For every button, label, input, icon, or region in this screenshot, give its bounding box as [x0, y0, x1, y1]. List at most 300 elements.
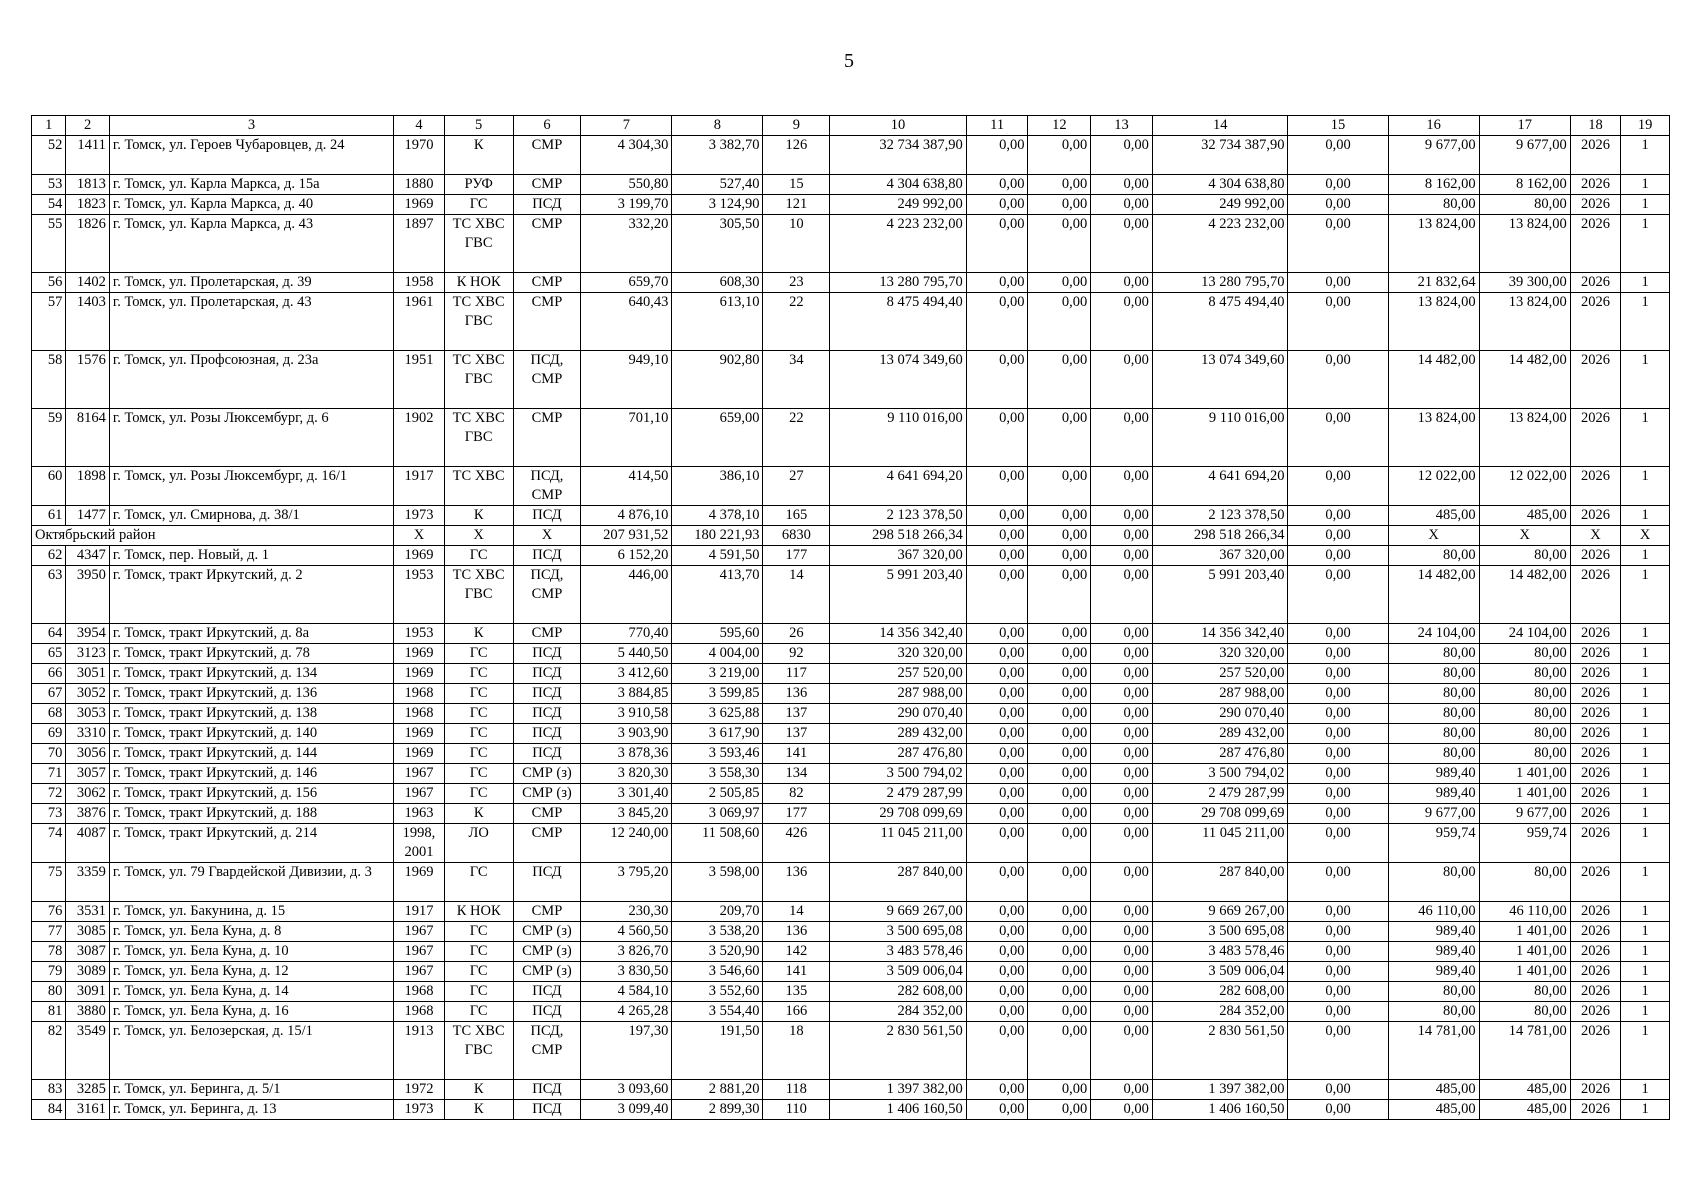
fund-cost-3-cell: 0,00 — [1091, 293, 1153, 351]
work-type-cell: К — [444, 804, 513, 824]
row-number-cell: 70 — [32, 744, 66, 764]
column-number-header: 14 — [1152, 116, 1288, 136]
work-type-cell: ГС — [444, 704, 513, 724]
fund-cost-3-cell: 0,00 — [1091, 1002, 1153, 1022]
fund-cost-1-cell: 0,00 — [966, 804, 1028, 824]
total-area-cell: 197,30 — [581, 1022, 672, 1080]
row-number-cell: 75 — [32, 863, 66, 902]
column-number-header: 16 — [1388, 116, 1479, 136]
owner-cost-cell: 367 320,00 — [1152, 546, 1288, 566]
residential-area-cell: 3 599,85 — [672, 684, 763, 704]
other-cost-cell: 0,00 — [1288, 506, 1388, 526]
planned-year-cell: 2026 — [1570, 824, 1621, 863]
planned-year-cell: 2026 — [1570, 704, 1621, 724]
district-total-fund-cost-3: 0,00 — [1091, 526, 1153, 546]
fund-cost-2-cell: 0,00 — [1028, 724, 1091, 744]
table-row — [32, 764, 1670, 784]
other-cost-cell: 0,00 — [1288, 136, 1388, 175]
work-type-cell: РУФ — [444, 175, 513, 195]
other-cost-cell: 0,00 — [1288, 784, 1388, 804]
residential-area-cell: 3 598,00 — [672, 863, 763, 902]
planned-year-cell: 2026 — [1570, 1080, 1621, 1100]
district-total-stage: Х — [1621, 526, 1670, 546]
fund-cost-1-cell: 0,00 — [966, 1080, 1028, 1100]
unit-cost-cell: 80,00 — [1388, 744, 1479, 764]
residential-area-cell: 3 538,20 — [672, 922, 763, 942]
address-cell: г. Томск, ул. Беринга, д. 13 — [109, 1100, 393, 1120]
row-number-cell: 68 — [32, 704, 66, 724]
row-number-cell: 80 — [32, 982, 66, 1002]
fund-cost-3-cell: 0,00 — [1091, 704, 1153, 724]
column-number-header: 19 — [1621, 116, 1670, 136]
owner-cost-cell: 290 070,40 — [1152, 704, 1288, 724]
other-cost-cell: 0,00 — [1288, 1002, 1388, 1022]
residential-area-cell: 613,10 — [672, 293, 763, 351]
year-built-cell: 1951 — [394, 351, 445, 409]
fund-cost-2-cell: 0,00 — [1028, 273, 1091, 293]
owner-cost-cell: 320 320,00 — [1152, 644, 1288, 664]
row-number-cell: 61 — [32, 506, 66, 526]
address-cell: г. Томск, ул. Белозерская, д. 15/1 — [109, 1022, 393, 1080]
total-cost-cell: 2 830 561,50 — [830, 1022, 967, 1080]
building-id-cell: 3123 — [66, 644, 110, 664]
work-stage-cell: ПСД — [513, 982, 581, 1002]
column-number-header: 4 — [394, 116, 445, 136]
other-cost-cell: 0,00 — [1288, 664, 1388, 684]
work-type-cell: ГС — [444, 942, 513, 962]
residential-area-cell: 2 899,30 — [672, 1100, 763, 1120]
row-number-cell: 82 — [32, 1022, 66, 1080]
owner-cost-cell: 287 476,80 — [1152, 744, 1288, 764]
other-cost-cell: 0,00 — [1288, 863, 1388, 902]
work-stage-cell: ПСД — [513, 704, 581, 724]
district-total-total-cost: 298 518 266,34 — [830, 526, 967, 546]
other-cost-cell: 0,00 — [1288, 902, 1388, 922]
fund-cost-3-cell: 0,00 — [1091, 744, 1153, 764]
owner-cost-cell: 3 500 794,02 — [1152, 764, 1288, 784]
residential-area-cell: 3 617,90 — [672, 724, 763, 744]
owner-cost-cell: 2 123 378,50 — [1152, 506, 1288, 526]
stage-cell: 1 — [1621, 566, 1670, 624]
total-cost-cell: 287 840,00 — [830, 863, 967, 902]
max-unit-cost-cell: 1 401,00 — [1479, 942, 1570, 962]
stage-cell: 1 — [1621, 724, 1670, 744]
year-built-cell: 1967 — [394, 784, 445, 804]
fund-cost-2-cell: 0,00 — [1028, 902, 1091, 922]
total-cost-cell: 14 356 342,40 — [830, 624, 967, 644]
residential-area-cell: 3 552,60 — [672, 982, 763, 1002]
work-stage-cell: СМР — [513, 273, 581, 293]
column-number-header: 2 — [66, 116, 110, 136]
other-cost-cell: 0,00 — [1288, 273, 1388, 293]
address-cell: г. Томск, ул. Профсоюзная, д. 23а — [109, 351, 393, 409]
work-type-cell: К — [444, 1100, 513, 1120]
fund-cost-2-cell: 0,00 — [1028, 1002, 1091, 1022]
planned-year-cell: 2026 — [1570, 1022, 1621, 1080]
stage-cell: 1 — [1621, 922, 1670, 942]
total-cost-cell: 2 479 287,99 — [830, 784, 967, 804]
other-cost-cell: 0,00 — [1288, 942, 1388, 962]
year-built-cell: 1913 — [394, 1022, 445, 1080]
owner-cost-cell: 11 045 211,00 — [1152, 824, 1288, 863]
work-stage-cell: ПСД — [513, 664, 581, 684]
row-number-cell: 56 — [32, 273, 66, 293]
building-id-cell: 1411 — [66, 136, 110, 175]
table-row — [32, 351, 1670, 409]
fund-cost-3-cell: 0,00 — [1091, 982, 1153, 1002]
total-area-cell: 4 876,10 — [581, 506, 672, 526]
unit-cost-cell: 989,40 — [1388, 962, 1479, 982]
fund-cost-3-cell: 0,00 — [1091, 136, 1153, 175]
planned-year-cell: 2026 — [1570, 409, 1621, 467]
fund-cost-3-cell: 0,00 — [1091, 863, 1153, 902]
building-id-cell: 1576 — [66, 351, 110, 409]
other-cost-cell: 0,00 — [1288, 744, 1388, 764]
total-cost-cell: 257 520,00 — [830, 664, 967, 684]
building-id-cell: 4087 — [66, 824, 110, 863]
building-id-cell: 3880 — [66, 1002, 110, 1022]
total-cost-cell: 290 070,40 — [830, 704, 967, 724]
address-cell: г. Томск, тракт Иркутский, д. 78 — [109, 644, 393, 664]
other-cost-cell: 0,00 — [1288, 467, 1388, 506]
residents-cell: 426 — [763, 824, 830, 863]
year-built-cell: 1968 — [394, 1002, 445, 1022]
max-unit-cost-cell: 14 482,00 — [1479, 566, 1570, 624]
other-cost-cell: 0,00 — [1288, 704, 1388, 724]
fund-cost-1-cell: 0,00 — [966, 215, 1028, 273]
unit-cost-cell: 13 824,00 — [1388, 293, 1479, 351]
fund-cost-1-cell: 0,00 — [966, 863, 1028, 902]
row-number-cell: 67 — [32, 684, 66, 704]
fund-cost-3-cell: 0,00 — [1091, 351, 1153, 409]
district-total-year-built: Х — [394, 526, 445, 546]
total-area-cell: 12 240,00 — [581, 824, 672, 863]
residential-area-cell: 659,00 — [672, 409, 763, 467]
fund-cost-2-cell: 0,00 — [1028, 784, 1091, 804]
fund-cost-3-cell: 0,00 — [1091, 566, 1153, 624]
district-total-work-stage: Х — [513, 526, 581, 546]
fund-cost-1-cell: 0,00 — [966, 784, 1028, 804]
total-cost-cell: 3 509 006,04 — [830, 962, 967, 982]
total-area-cell: 3 099,40 — [581, 1100, 672, 1120]
year-built-cell: 1958 — [394, 273, 445, 293]
fund-cost-1-cell: 0,00 — [966, 1100, 1028, 1120]
year-built-cell: 1969 — [394, 664, 445, 684]
stage-cell: 1 — [1621, 804, 1670, 824]
residential-area-cell: 11 508,60 — [672, 824, 763, 863]
column-number-header: 1 — [32, 116, 66, 136]
residents-cell: 92 — [763, 644, 830, 664]
work-type-cell: ТС ХВС — [444, 467, 513, 506]
other-cost-cell: 0,00 — [1288, 1100, 1388, 1120]
residents-cell: 135 — [763, 982, 830, 1002]
work-stage-cell: СМР — [513, 804, 581, 824]
table-row — [32, 136, 1670, 175]
total-area-cell: 770,40 — [581, 624, 672, 644]
fund-cost-3-cell: 0,00 — [1091, 922, 1153, 942]
residents-cell: 18 — [763, 1022, 830, 1080]
planned-year-cell: 2026 — [1570, 863, 1621, 902]
total-area-cell: 3 910,58 — [581, 704, 672, 724]
owner-cost-cell: 3 483 578,46 — [1152, 942, 1288, 962]
work-stage-cell: ПСД — [513, 863, 581, 902]
building-id-cell: 3310 — [66, 724, 110, 744]
total-cost-cell: 320 320,00 — [830, 644, 967, 664]
row-number-cell: 69 — [32, 724, 66, 744]
max-unit-cost-cell: 80,00 — [1479, 684, 1570, 704]
other-cost-cell: 0,00 — [1288, 293, 1388, 351]
fund-cost-2-cell: 0,00 — [1028, 863, 1091, 902]
owner-cost-cell: 249 992,00 — [1152, 195, 1288, 215]
fund-cost-2-cell: 0,00 — [1028, 982, 1091, 1002]
total-area-cell: 550,80 — [581, 175, 672, 195]
fund-cost-2-cell: 0,00 — [1028, 195, 1091, 215]
address-cell: г. Томск, тракт Иркутский, д. 138 — [109, 704, 393, 724]
other-cost-cell: 0,00 — [1288, 1022, 1388, 1080]
year-built-cell: 1953 — [394, 566, 445, 624]
planned-year-cell: 2026 — [1570, 922, 1621, 942]
residents-cell: 137 — [763, 704, 830, 724]
fund-cost-2-cell: 0,00 — [1028, 684, 1091, 704]
owner-cost-cell: 1 397 382,00 — [1152, 1080, 1288, 1100]
year-built-cell: 1880 — [394, 175, 445, 195]
year-built-cell: 1973 — [394, 1100, 445, 1120]
total-cost-cell: 3 500 794,02 — [830, 764, 967, 784]
residents-cell: 22 — [763, 409, 830, 467]
planned-year-cell: 2026 — [1570, 195, 1621, 215]
stage-cell: 1 — [1621, 942, 1670, 962]
total-area-cell: 3 878,36 — [581, 744, 672, 764]
unit-cost-cell: 989,40 — [1388, 942, 1479, 962]
residents-cell: 118 — [763, 1080, 830, 1100]
year-built-cell: 1969 — [394, 644, 445, 664]
unit-cost-cell: 989,40 — [1388, 922, 1479, 942]
fund-cost-1-cell: 0,00 — [966, 1022, 1028, 1080]
address-cell: г. Томск, тракт Иркутский, д. 140 — [109, 724, 393, 744]
fund-cost-3-cell: 0,00 — [1091, 1022, 1153, 1080]
stage-cell: 1 — [1621, 824, 1670, 863]
table-row — [32, 784, 1670, 804]
fund-cost-2-cell: 0,00 — [1028, 506, 1091, 526]
residential-area-cell: 4 591,50 — [672, 546, 763, 566]
total-cost-cell: 287 988,00 — [830, 684, 967, 704]
building-id-cell: 3087 — [66, 942, 110, 962]
row-number-cell: 60 — [32, 467, 66, 506]
max-unit-cost-cell: 485,00 — [1479, 1080, 1570, 1100]
residents-cell: 126 — [763, 136, 830, 175]
row-number-cell: 66 — [32, 664, 66, 684]
work-type-cell: К — [444, 624, 513, 644]
table-row — [32, 804, 1670, 824]
fund-cost-1-cell: 0,00 — [966, 902, 1028, 922]
owner-cost-cell: 13 280 795,70 — [1152, 273, 1288, 293]
residential-area-cell: 2 505,85 — [672, 784, 763, 804]
fund-cost-2-cell: 0,00 — [1028, 624, 1091, 644]
total-area-cell: 3 795,20 — [581, 863, 672, 902]
total-area-cell: 3 826,70 — [581, 942, 672, 962]
planned-year-cell: 2026 — [1570, 273, 1621, 293]
max-unit-cost-cell: 13 824,00 — [1479, 293, 1570, 351]
table-row — [32, 409, 1670, 467]
owner-cost-cell: 9 110 016,00 — [1152, 409, 1288, 467]
row-number-cell: 65 — [32, 644, 66, 664]
owner-cost-cell: 14 356 342,40 — [1152, 624, 1288, 644]
year-built-cell: 1961 — [394, 293, 445, 351]
work-type-cell: ГС — [444, 744, 513, 764]
residents-cell: 15 — [763, 175, 830, 195]
year-built-cell: 1972 — [394, 1080, 445, 1100]
building-id-cell: 1898 — [66, 467, 110, 506]
max-unit-cost-cell: 80,00 — [1479, 546, 1570, 566]
unit-cost-cell: 14 482,00 — [1388, 566, 1479, 624]
year-built-cell: 1968 — [394, 704, 445, 724]
building-id-cell: 8164 — [66, 409, 110, 467]
owner-cost-cell: 13 074 349,60 — [1152, 351, 1288, 409]
residents-cell: 14 — [763, 566, 830, 624]
total-cost-cell: 11 045 211,00 — [830, 824, 967, 863]
owner-cost-cell: 4 641 694,20 — [1152, 467, 1288, 506]
work-type-cell: К НОК — [444, 902, 513, 922]
address-cell: г. Томск, тракт Иркутский, д. 156 — [109, 784, 393, 804]
fund-cost-3-cell: 0,00 — [1091, 467, 1153, 506]
address-cell: г. Томск, ул. Розы Люксембург, д. 16/1 — [109, 467, 393, 506]
address-cell: г. Томск, ул. Пролетарская, д. 43 — [109, 293, 393, 351]
total-cost-cell: 9 669 267,00 — [830, 902, 967, 922]
max-unit-cost-cell: 1 401,00 — [1479, 764, 1570, 784]
fund-cost-3-cell: 0,00 — [1091, 195, 1153, 215]
stage-cell: 1 — [1621, 467, 1670, 506]
building-id-cell: 3161 — [66, 1100, 110, 1120]
fund-cost-3-cell: 0,00 — [1091, 409, 1153, 467]
residential-area-cell: 608,30 — [672, 273, 763, 293]
row-number-cell: 54 — [32, 195, 66, 215]
fund-cost-3-cell: 0,00 — [1091, 624, 1153, 644]
planned-year-cell: 2026 — [1570, 624, 1621, 644]
residents-cell: 27 — [763, 467, 830, 506]
planned-year-cell: 2026 — [1570, 942, 1621, 962]
fund-cost-1-cell: 0,00 — [966, 293, 1028, 351]
fund-cost-1-cell: 0,00 — [966, 351, 1028, 409]
work-stage-cell: ПСД — [513, 195, 581, 215]
unit-cost-cell: 21 832,64 — [1388, 273, 1479, 293]
unit-cost-cell: 9 677,00 — [1388, 136, 1479, 175]
fund-cost-2-cell: 0,00 — [1028, 1080, 1091, 1100]
work-stage-cell: ПСД — [513, 744, 581, 764]
residents-cell: 121 — [763, 195, 830, 215]
total-cost-cell: 282 608,00 — [830, 982, 967, 1002]
residential-area-cell: 3 069,97 — [672, 804, 763, 824]
address-cell: г. Томск, ул. Смирнова, д. 38/1 — [109, 506, 393, 526]
stage-cell: 1 — [1621, 409, 1670, 467]
residential-area-cell: 191,50 — [672, 1022, 763, 1080]
table-row — [32, 824, 1670, 863]
fund-cost-2-cell: 0,00 — [1028, 764, 1091, 784]
residents-cell: 10 — [763, 215, 830, 273]
year-built-cell: 1998, 2001 — [394, 824, 445, 863]
fund-cost-3-cell: 0,00 — [1091, 215, 1153, 273]
fund-cost-2-cell: 0,00 — [1028, 409, 1091, 467]
work-type-cell: ТС ХВС ГВС — [444, 351, 513, 409]
work-type-cell: ГС — [444, 962, 513, 982]
fund-cost-3-cell: 0,00 — [1091, 273, 1153, 293]
residential-area-cell: 3 124,90 — [672, 195, 763, 215]
fund-cost-1-cell: 0,00 — [966, 136, 1028, 175]
work-stage-cell: СМР (з) — [513, 962, 581, 982]
column-number-header: 9 — [763, 116, 830, 136]
address-cell: г. Томск, ул. Бела Куна, д. 8 — [109, 922, 393, 942]
building-id-cell: 3285 — [66, 1080, 110, 1100]
residential-area-cell: 386,10 — [672, 467, 763, 506]
address-cell: г. Томск, ул. Бела Куна, д. 14 — [109, 982, 393, 1002]
fund-cost-2-cell: 0,00 — [1028, 1022, 1091, 1080]
max-unit-cost-cell: 24 104,00 — [1479, 624, 1570, 644]
year-built-cell: 1967 — [394, 764, 445, 784]
row-number-cell: 83 — [32, 1080, 66, 1100]
fund-cost-1-cell: 0,00 — [966, 467, 1028, 506]
other-cost-cell: 0,00 — [1288, 724, 1388, 744]
residential-area-cell: 527,40 — [672, 175, 763, 195]
work-stage-cell: СМР — [513, 136, 581, 175]
fund-cost-1-cell: 0,00 — [966, 724, 1028, 744]
unit-cost-cell: 12 022,00 — [1388, 467, 1479, 506]
total-area-cell: 446,00 — [581, 566, 672, 624]
address-cell: г. Томск, ул. Бела Куна, д. 10 — [109, 942, 393, 962]
page-number: 5 — [844, 50, 854, 72]
fund-cost-1-cell: 0,00 — [966, 546, 1028, 566]
planned-year-cell: 2026 — [1570, 664, 1621, 684]
total-cost-cell: 32 734 387,90 — [830, 136, 967, 175]
owner-cost-cell: 5 991 203,40 — [1152, 566, 1288, 624]
total-area-cell: 3 820,30 — [581, 764, 672, 784]
building-id-cell: 1823 — [66, 195, 110, 215]
unit-cost-cell: 485,00 — [1388, 506, 1479, 526]
fund-cost-1-cell: 0,00 — [966, 566, 1028, 624]
fund-cost-3-cell: 0,00 — [1091, 506, 1153, 526]
fund-cost-1-cell: 0,00 — [966, 506, 1028, 526]
total-area-cell: 332,20 — [581, 215, 672, 273]
work-type-cell: ГС — [444, 764, 513, 784]
fund-cost-3-cell: 0,00 — [1091, 175, 1153, 195]
residents-cell: 22 — [763, 293, 830, 351]
fund-cost-3-cell: 0,00 — [1091, 1080, 1153, 1100]
planned-year-cell: 2026 — [1570, 351, 1621, 409]
work-stage-cell: СМР (з) — [513, 922, 581, 942]
fund-cost-2-cell: 0,00 — [1028, 351, 1091, 409]
residential-area-cell: 3 219,00 — [672, 664, 763, 684]
total-area-cell: 3 301,40 — [581, 784, 672, 804]
planned-year-cell: 2026 — [1570, 644, 1621, 664]
planned-year-cell: 2026 — [1570, 136, 1621, 175]
stage-cell: 1 — [1621, 1100, 1670, 1120]
work-type-cell: ГС — [444, 1002, 513, 1022]
stage-cell: 1 — [1621, 506, 1670, 526]
district-total-work-type: Х — [444, 526, 513, 546]
unit-cost-cell: 989,40 — [1388, 764, 1479, 784]
year-built-cell: 1973 — [394, 506, 445, 526]
residents-cell: 177 — [763, 804, 830, 824]
work-stage-cell: СМР — [513, 215, 581, 273]
total-cost-cell: 367 320,00 — [830, 546, 967, 566]
address-cell: г. Томск, тракт Иркутский, д. 134 — [109, 664, 393, 684]
fund-cost-2-cell: 0,00 — [1028, 467, 1091, 506]
row-number-cell: 77 — [32, 922, 66, 942]
other-cost-cell: 0,00 — [1288, 624, 1388, 644]
residents-cell: 177 — [763, 546, 830, 566]
max-unit-cost-cell: 80,00 — [1479, 664, 1570, 684]
address-cell: г. Томск, тракт Иркутский, д. 146 — [109, 764, 393, 784]
column-number-header: 17 — [1479, 116, 1570, 136]
other-cost-cell: 0,00 — [1288, 684, 1388, 704]
